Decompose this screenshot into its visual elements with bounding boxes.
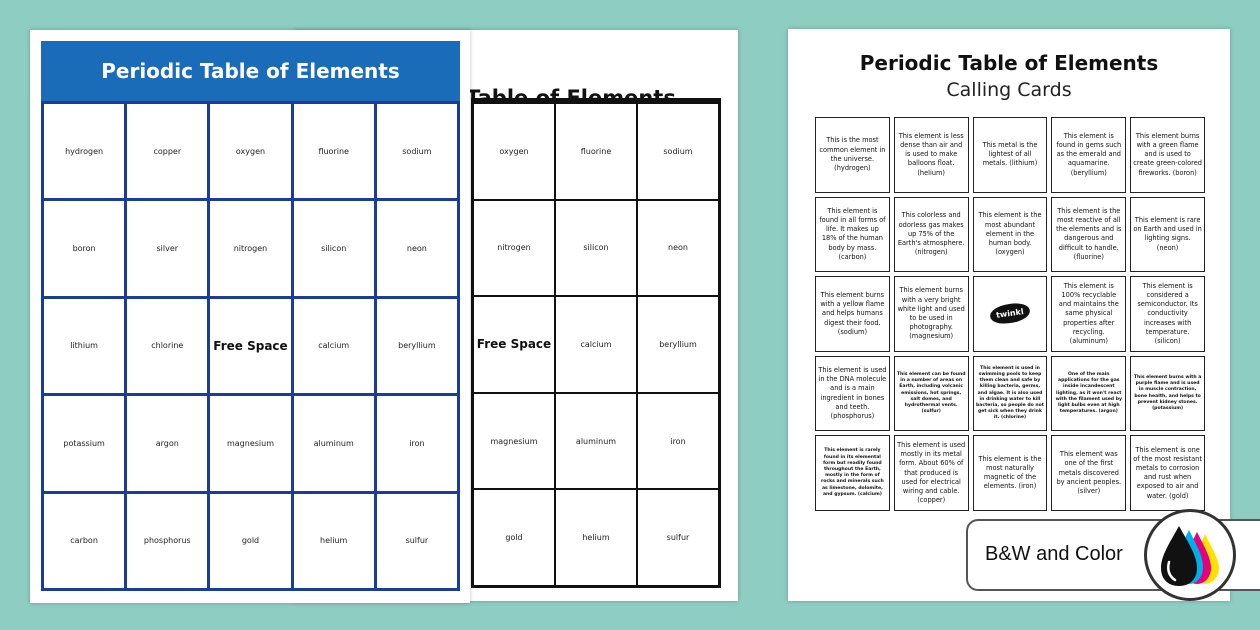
bw-board-cell: helium bbox=[556, 490, 636, 585]
calling-card: This element is 100% recyclable and maintains the same physical properties after recycling. (aluminum) bbox=[1051, 276, 1126, 352]
board-cell: phosphorus bbox=[127, 494, 207, 588]
board-cell: silver bbox=[127, 201, 207, 295]
calling-card: This element is used in swimming pools to keep them clean and safe by killing bacteria, germs, and algae. It is also used in drinking water to kill bacteria, so people do not get sick when they drink it. (chlorine) bbox=[973, 356, 1048, 432]
board-cell: nitrogen bbox=[210, 201, 290, 295]
calling-card: This is the most common element in the universe. (hydrogen) bbox=[815, 117, 890, 193]
calling-card: This colorless and odorless gas makes up 75% of the Earth's atmosphere. (nitrogen) bbox=[894, 197, 969, 273]
calling-card: This element is one of the most resistant metals to corrosion and rust when exposed to air and water. (gold) bbox=[1130, 435, 1205, 511]
bw-board-cell: nitrogen bbox=[474, 201, 554, 296]
cards-sheet-subtitle: Calling Cards bbox=[946, 79, 1072, 101]
calling-card: This element is found in all forms of life. It makes up 18% of the human body by mass. (carbon) bbox=[815, 197, 890, 273]
board-cell: argon bbox=[127, 396, 207, 490]
board-cell: copper bbox=[127, 104, 207, 198]
board-cell: chlorine bbox=[127, 299, 207, 393]
calling-card: This element is found in gems such as the emerald and aquamarine. (beryllium) bbox=[1051, 117, 1126, 193]
calling-card: This element burns with a green flame and is used to create green-colored fireworks. (boron) bbox=[1130, 117, 1205, 193]
board-cell: beryllium bbox=[377, 299, 457, 393]
bw-board-cell: silicon bbox=[556, 201, 636, 296]
board-cell: hydrogen bbox=[44, 104, 124, 198]
bw-board-cell: neon bbox=[638, 201, 718, 296]
calling-card: This element is rare on Earth and used in lighting signs. (neon) bbox=[1130, 197, 1205, 273]
bw-board-cell: fluorine bbox=[556, 104, 636, 199]
calling-card: This element is used mostly in its metal form. About 60% of that produced is used for electrical wiring and cable. (copper) bbox=[894, 435, 969, 511]
black-drop bbox=[1161, 526, 1197, 586]
board-cell: gold bbox=[210, 494, 290, 588]
board-cell: sulfur bbox=[377, 494, 457, 588]
calling-card: This element burns with a very bright white light and used to be used in photography. (magnesium) bbox=[894, 276, 969, 352]
bw-board-grid bbox=[471, 98, 721, 588]
format-badge bbox=[966, 519, 1260, 591]
color-bingo-board bbox=[30, 30, 470, 603]
calling-card: This metal is the lightest of all metals. (lithium) bbox=[973, 117, 1048, 193]
calling-card: This element was one of the first metals discovered by ancient peoples. (silver) bbox=[1051, 435, 1126, 511]
cards-sheet-title: Periodic Table of Elements bbox=[859, 51, 1159, 75]
calling-card: This element is used in the DNA molecule and is a main ingredient in bones and teeth. (phosphorus) bbox=[815, 356, 890, 432]
ink-drops-icon bbox=[1144, 509, 1236, 601]
board-cell: aluminum bbox=[294, 396, 374, 490]
color-board-grid bbox=[41, 101, 460, 591]
calling-card: This element burns with a yellow flame and helps humans digest their food. (sodium) bbox=[815, 276, 890, 352]
bw-board-cell: beryllium bbox=[638, 297, 718, 392]
bw-board-cell: aluminum bbox=[556, 394, 636, 489]
bw-board-free-space: Free Space bbox=[474, 297, 554, 392]
board-cell: potassium bbox=[44, 396, 124, 490]
bw-board-cell: sulfur bbox=[638, 490, 718, 585]
board-cell: helium bbox=[294, 494, 374, 588]
board-cell: magnesium bbox=[210, 396, 290, 490]
calling-card: This element can be found in a number of areas on Earth, including volcanic emissions, hot springs, salt domes, and hydrothermal vents. (sulfur) bbox=[894, 356, 969, 432]
bw-board-cell: iron bbox=[638, 394, 718, 489]
calling-card: One of the main applications for the gas inside incandescent lighting, as it won't react with the filament used by light bulbs even at high temperatures. (argon) bbox=[1051, 356, 1126, 432]
bw-board-cell: magnesium bbox=[474, 394, 554, 489]
board-cell: boron bbox=[44, 201, 124, 295]
bw-board-cell: oxygen bbox=[474, 104, 554, 199]
bw-board-cell: sodium bbox=[638, 104, 718, 199]
calling-card: This element is the most naturally magnetic of the elements. (iron) bbox=[973, 435, 1048, 511]
calling-card: This element is considered a semiconductor. Its conductivity increases with temperature. (silicon) bbox=[1130, 276, 1205, 352]
calling-card: This element is less dense than air and is used to make balloons float. (helium) bbox=[894, 117, 969, 193]
color-board-header bbox=[41, 41, 460, 101]
board-cell: oxygen bbox=[210, 104, 290, 198]
calling-card: This element burns with a purple flame and is used in muscle contraction, bone health, and helps to prevent kidney stones. (potassium) bbox=[1130, 356, 1205, 432]
board-cell: carbon bbox=[44, 494, 124, 588]
calling-card: This element is rarely found in its elemental form but readily found throughout the Earth, mostly in the form of rocks and minerals such as limestone, dolomite, and gypsum. (calcium) bbox=[815, 435, 890, 511]
twinkl-logo: twinkl bbox=[989, 302, 1031, 327]
color-board-title: Periodic Table of Elements bbox=[101, 59, 400, 83]
format-badge-label: B&W and Color bbox=[985, 543, 1123, 565]
bw-board-cell: gold bbox=[474, 490, 554, 585]
calling-card: This element is the most abundant element in the human body. (oxygen) bbox=[973, 197, 1048, 273]
calling-cards-grid bbox=[815, 117, 1205, 511]
calling-card: This element is the most reactive of all the elements and is dangerous and difficult to handle. (fluorine) bbox=[1051, 197, 1126, 273]
board-cell: silicon bbox=[294, 201, 374, 295]
board-free-space: Free Space bbox=[210, 299, 290, 393]
board-cell: iron bbox=[377, 396, 457, 490]
board-cell: calcium bbox=[294, 299, 374, 393]
board-cell: fluorine bbox=[294, 104, 374, 198]
board-cell: sodium bbox=[377, 104, 457, 198]
board-cell: neon bbox=[377, 201, 457, 295]
ink-drops-svg bbox=[1147, 512, 1233, 598]
twinkl-logo-card bbox=[973, 276, 1048, 352]
board-cell: lithium bbox=[44, 299, 124, 393]
bw-board-cell: calcium bbox=[556, 297, 636, 392]
